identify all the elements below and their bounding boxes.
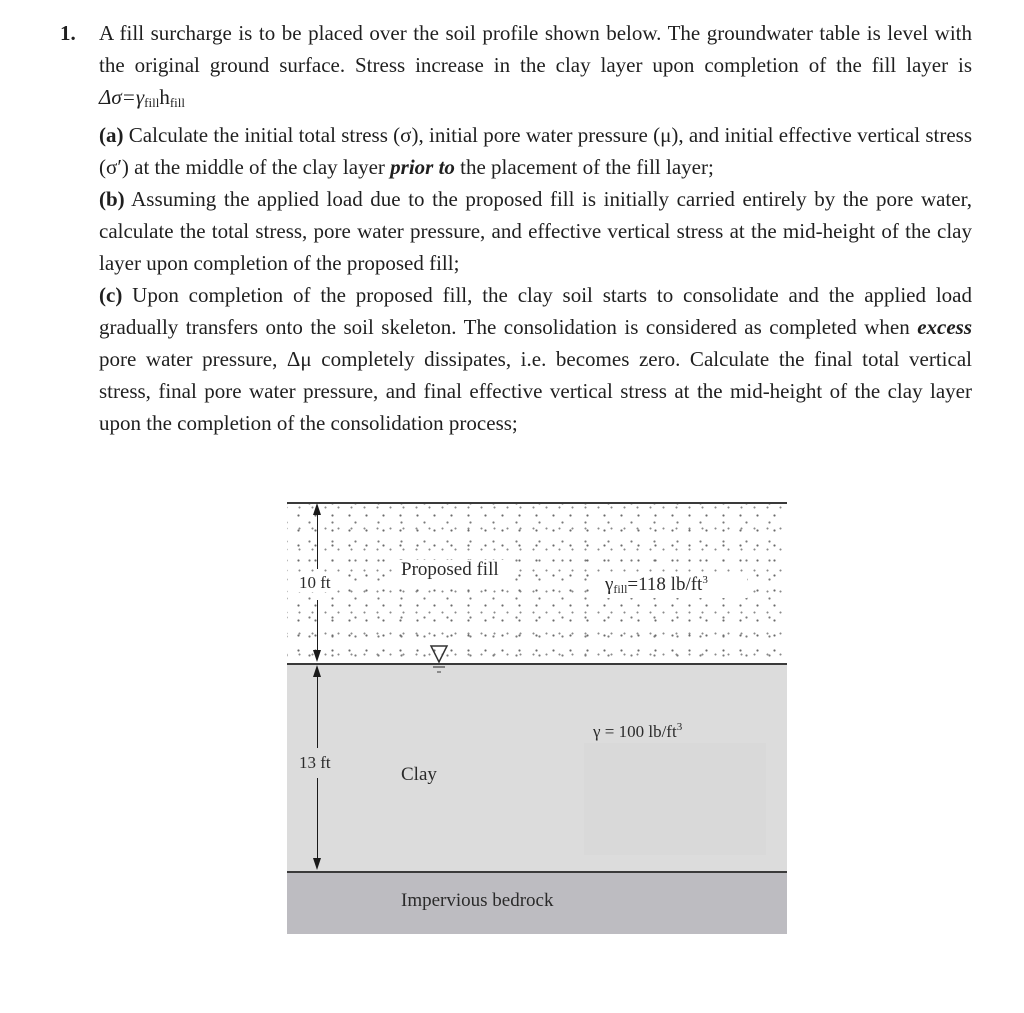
clay-thickness-label: 13 ft <box>299 753 331 772</box>
fill-label: Proposed fill <box>401 559 499 580</box>
bedrock-label: Impervious bedrock <box>401 890 554 911</box>
fill-dimension-line-bottom <box>317 600 318 656</box>
part-a-emphasis: prior to <box>390 155 455 179</box>
fill-layer <box>287 502 787 663</box>
part-c: (c) Upon completion of the proposed fill, the clay soil starts to consolidate and the applied load gradually transfers onto the soil skeleton. The consolidation is considered as completed when excess pore water pressure, Δμ completely dissipates, i.e. becomes zero. Calculate the final total vertical stress, final pore water pressure, and final effective vertical stress at the mid-height of the clay layer upon the completion of the consolidation process; <box>99 283 972 435</box>
part-b: (b) Assuming the applied load due to the proposed fill is initially carried entirely by the pore water, calculate the total stress, pore water pressure, and effective vertical stress at the mid-height of the clay layer upon completion of the proposed fill; <box>99 187 972 275</box>
part-c-label: (c) <box>99 283 123 307</box>
fill-dimension-arrow-down-icon <box>313 650 321 662</box>
problem-intro <box>99 17 972 119</box>
clay-unit-weight: γ = 100 $lb/ft^3$ <box>593 721 683 741</box>
part-a: (a) Calculate the initial total stress (σ), initial pore water pressure (μ), and initial effective vertical stress (σ′) at the middle of the clay layer prior to the placement of the fill layer; <box>99 123 972 179</box>
clay-layer <box>287 663 787 871</box>
clay-dimension-line-top <box>317 674 318 748</box>
problem-body <box>99 17 972 439</box>
part-c-emphasis: excess <box>917 315 972 339</box>
stress-formula: $\Delta\sigma=\gamma_{fill}h_{fill}$ <box>99 85 185 110</box>
fill-dimension-line-top <box>317 512 318 569</box>
fill-thickness-label: 10 ft <box>299 573 331 592</box>
part-b-label: (b) <box>99 187 125 211</box>
bedrock-layer <box>287 871 787 934</box>
water-table-icon <box>428 644 450 678</box>
clay-label: Clay <box>401 764 437 785</box>
soil-profile-diagram <box>287 502 787 934</box>
part-a-label: (a) <box>99 123 124 147</box>
intro-text: A fill surcharge is to be placed over the soil profile shown below. The groundwater table is level with the original ground surface. Stress increase in the clay layer upon completion of the fill layer is <box>99 21 972 77</box>
problem-1 <box>60 17 972 439</box>
fill-unit-weight: $\gamma_{fill}=118$ $lb/ft^3$ <box>605 574 708 596</box>
problem-number: 1. <box>60 21 76 45</box>
clay-dimension-arrow-down-icon <box>313 858 321 870</box>
clay-dimension-line-bottom <box>317 778 318 860</box>
